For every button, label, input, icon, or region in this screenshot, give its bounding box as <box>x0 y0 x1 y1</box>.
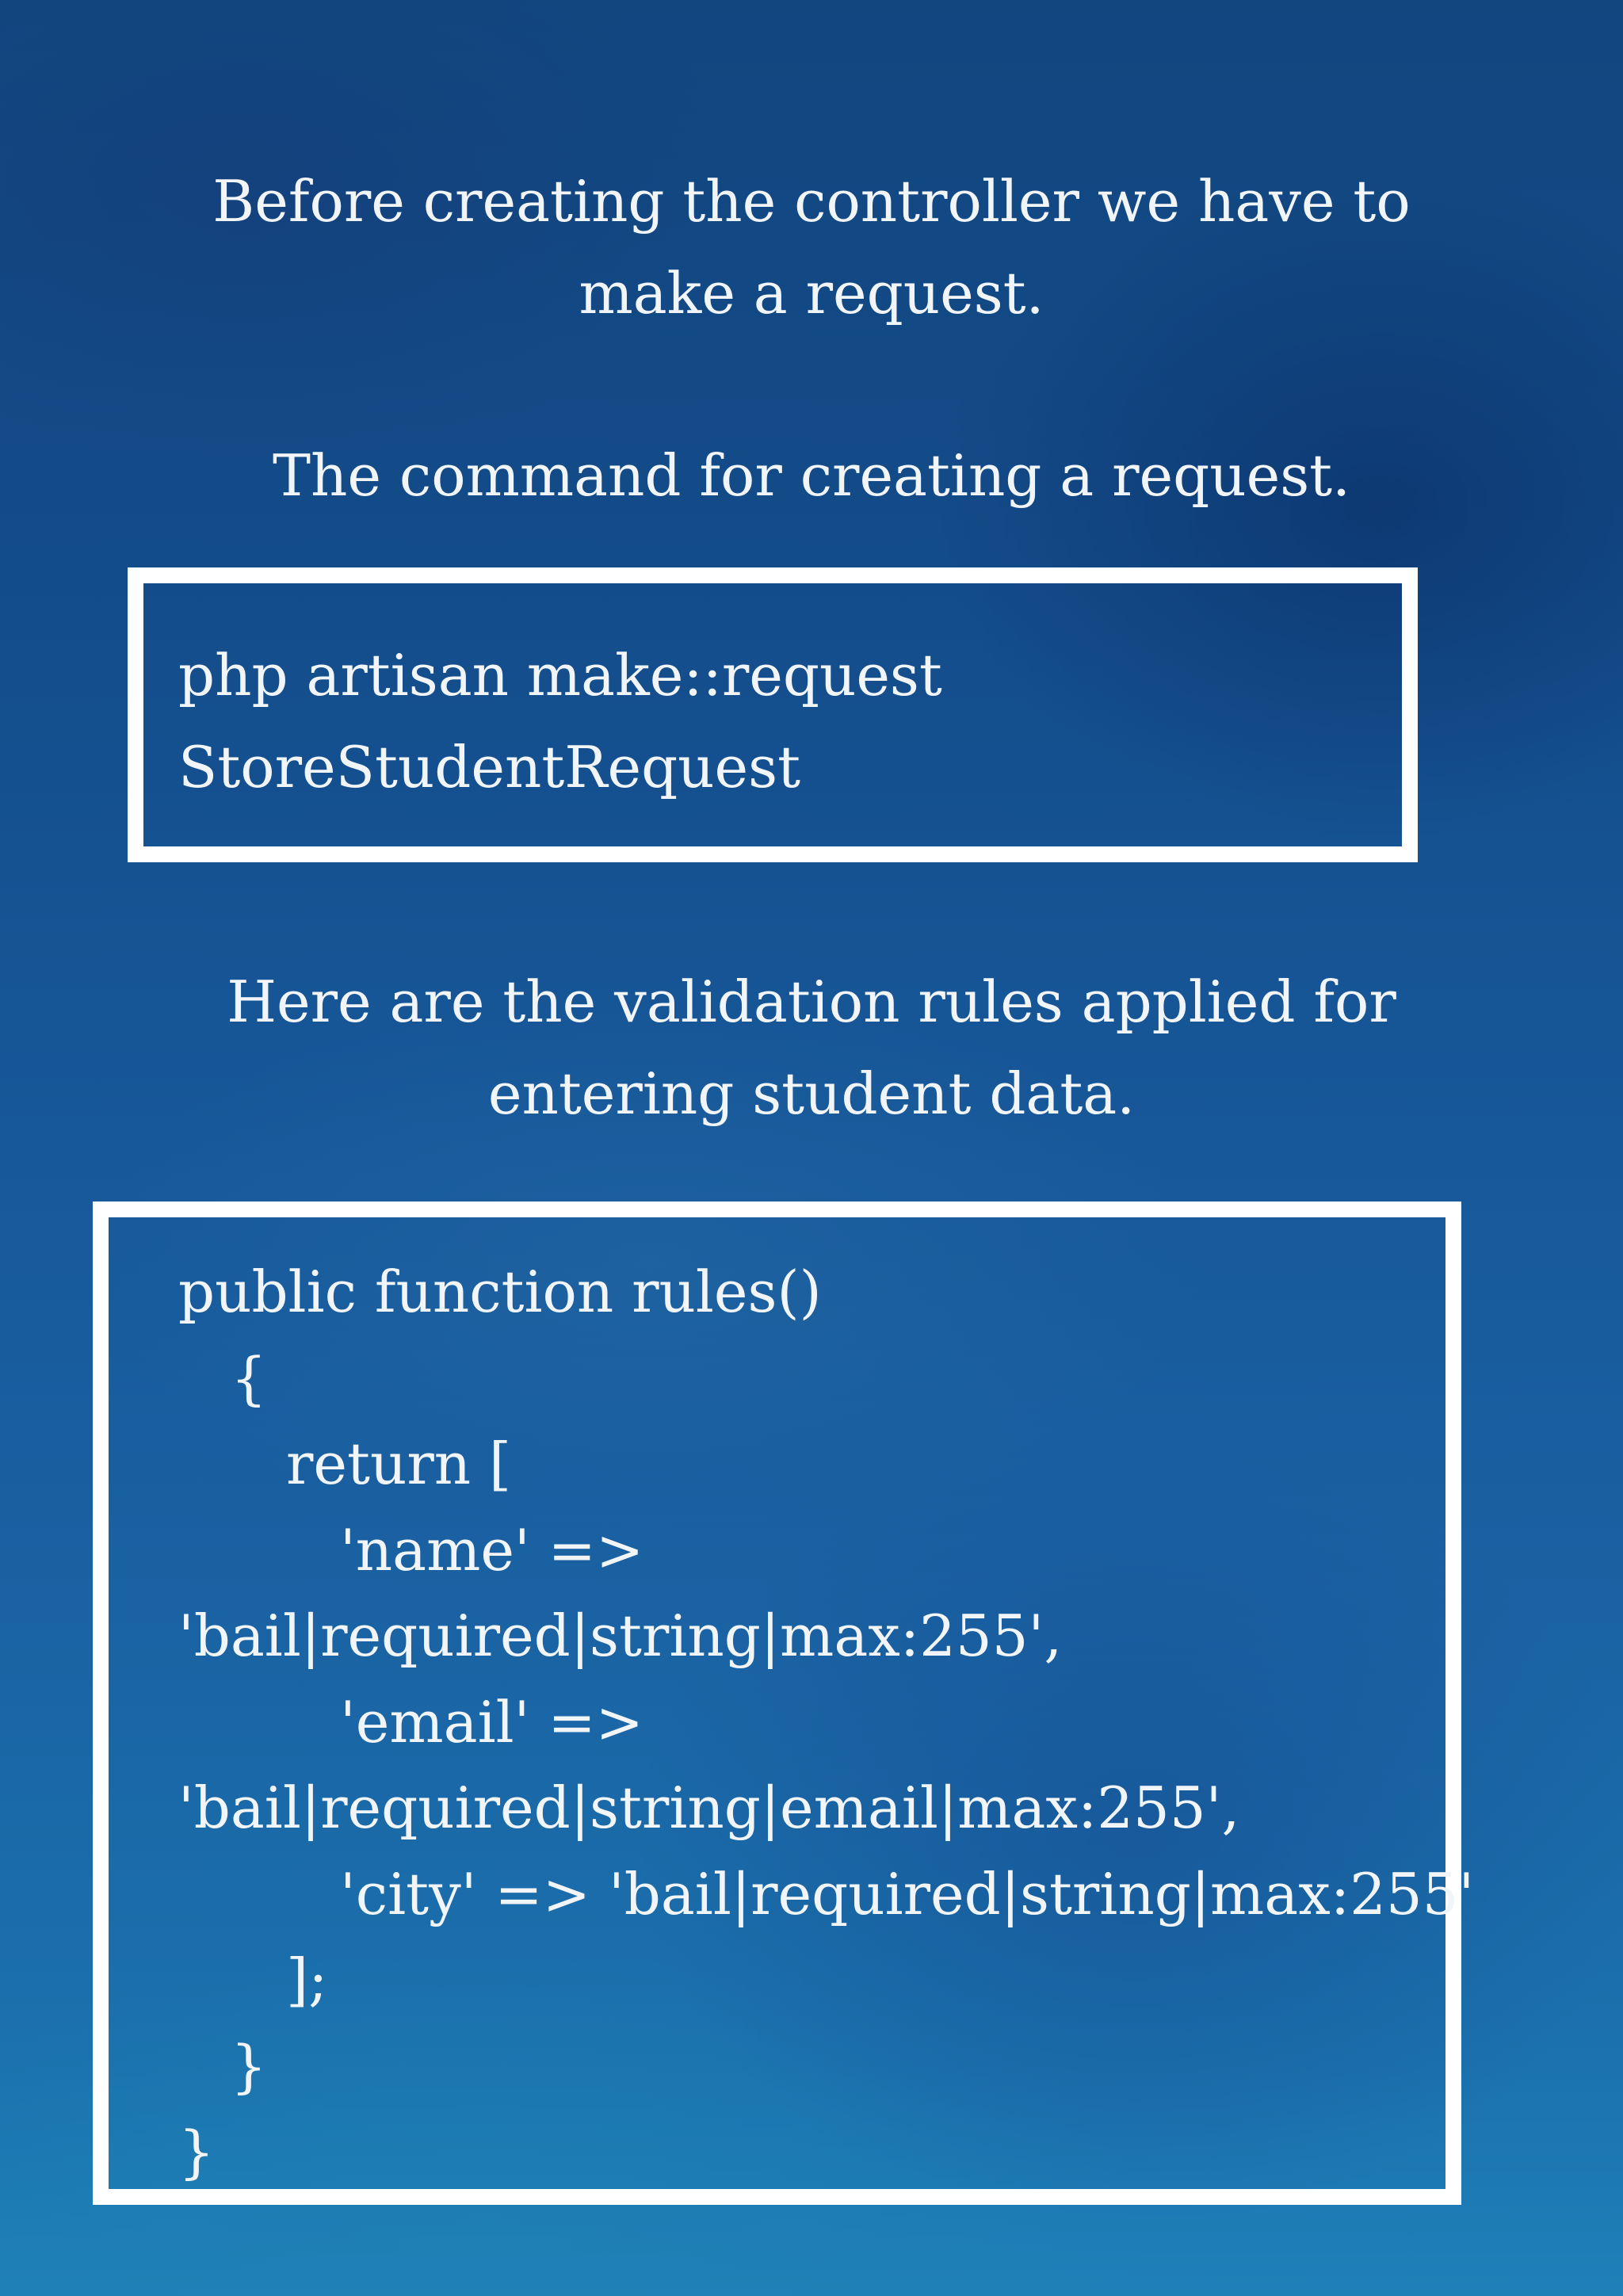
code-line-close-bracket: ]; <box>286 1946 328 2013</box>
code-line-email-key: 'email' => <box>340 1688 643 1755</box>
code-line-open-brace: { <box>231 1344 267 1412</box>
code-line-name-rules: 'bail|required|string|max:255', <box>178 1603 1063 1669</box>
rules-heading-line-2: entering student data. <box>487 1060 1136 1127</box>
command-line-2: StoreStudentRequest <box>178 734 801 800</box>
intro-line-1: Before creating the controller we have to <box>212 168 1411 235</box>
code-line-email-rules: 'bail|required|string|email|max:255', <box>178 1775 1240 1841</box>
command-code-box <box>128 567 1418 862</box>
rules-code-box <box>93 1201 1475 2205</box>
code-line-function: public function rules() <box>178 1259 822 1325</box>
command-line-1: php artisan make::request <box>178 642 942 709</box>
rules-heading <box>0 956 1623 1140</box>
code-line-city-rules: 'city' => 'bail|required|string|max:255' <box>340 1860 1475 1927</box>
command-heading: The command for creating a request. <box>273 442 1350 509</box>
code-line-return: return [ <box>286 1431 512 1497</box>
code-line-close-brace-outer: } <box>178 2118 215 2185</box>
intro-line-2: make a request. <box>579 260 1044 327</box>
code-line-close-brace-inner: } <box>231 2032 267 2099</box>
code-line-name-key: 'name' => <box>340 1516 644 1584</box>
rules-heading-line-1: Here are the validation rules applied for <box>227 968 1396 1035</box>
intro-text <box>0 155 1623 339</box>
